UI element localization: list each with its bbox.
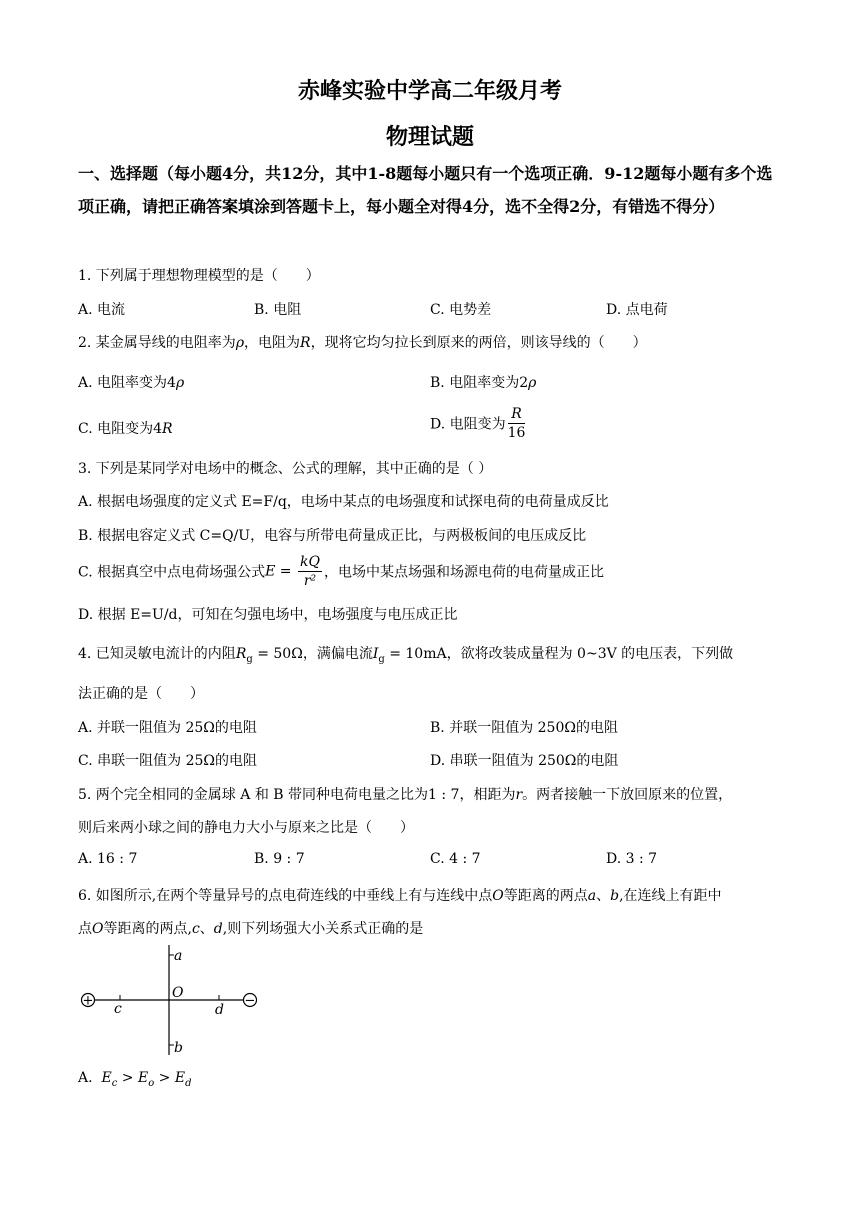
q5-stem-line2: 则后来两小球之间的静电力大小与原来之比是（ ） [78, 820, 414, 836]
d-symbol: d [213, 921, 223, 937]
q1-option-b: B. 电阻 [254, 302, 302, 318]
plus-sign: + [82, 993, 94, 1009]
q6-stem-text-e: 等距离的两点, [103, 921, 192, 937]
separator: 、 [199, 921, 214, 937]
q5-option-c: C. 4 : 7 [430, 851, 481, 867]
e-symbol: E [174, 1070, 186, 1086]
label-d: d [215, 1002, 224, 1018]
q5-stem-line1 [78, 784, 732, 804]
exam-school-title: 赤峰实验中学高二年级月考 [297, 78, 562, 104]
subscript-c: c [111, 1077, 118, 1089]
q6-stem-text-b: 等距离的两点 [503, 888, 588, 904]
e-symbol: E [101, 1070, 112, 1086]
q5-ratio: 1 : 7 [428, 787, 460, 803]
q4-option-c: C. 串联一阻值为 25Ω的电阻 [78, 753, 257, 769]
q4-stem-line2: 法正确的是（ ） [78, 686, 204, 702]
q2-option-a-value: 4 [167, 375, 176, 391]
greater-than: > [154, 1070, 175, 1086]
greater-than: > [117, 1070, 138, 1086]
q3-stem: 3. 下列是某同学对电场中的概念、公式的理解，其中正确的是（ ） [78, 461, 493, 477]
o-symbol: O [92, 921, 104, 937]
q4-stem-text-b: ，满偏电流 [302, 646, 373, 662]
q6-stem-text-d: 点 [78, 921, 92, 937]
q6-stem-line2 [78, 918, 423, 938]
rho-symbol: ρ [175, 375, 185, 391]
q2-option-b-value: 2 [519, 375, 529, 391]
field-figure [76, 940, 266, 1060]
q4-rg-value: = 50Ω [252, 646, 303, 662]
r-symbol: r [515, 787, 523, 803]
minus-sign: − [244, 993, 256, 1009]
q4-option-d: D. 串联一阻值为 250Ω的电阻 [430, 753, 619, 769]
a-symbol: a [587, 888, 597, 904]
subscript-g: g [378, 653, 385, 665]
equals-sign: = [275, 563, 296, 580]
q1-option-d: D. 点电荷 [606, 302, 668, 318]
e-symbol: E [137, 1070, 149, 1086]
q2-stem-text-a: 2. 某金属导线的电阻率为 [78, 335, 236, 351]
fraction [508, 405, 526, 442]
q5-stem-text-b: ，相距为 [459, 787, 516, 803]
separator: 、 [596, 888, 611, 904]
fraction-numerator: R [508, 405, 526, 424]
subscript-g: g [246, 653, 253, 665]
q2-stem [78, 332, 647, 352]
q4-option-b: B. 并联一阻值为 250Ω的电阻 [430, 720, 618, 736]
q6-stem-text-f: ,则下列场强大小关系式正确的是 [222, 921, 424, 937]
q4-ig-value: = 10mA [384, 646, 447, 662]
q3-option-d: D. 根据 E=U/d，可知在匀强电场中，电场强度与电压成正比 [78, 607, 458, 623]
q6-stem-text-c: ,在连线上有距中 [619, 888, 722, 904]
q5-option-d: D. 3 : 7 [606, 851, 658, 867]
q1-stem: 1. 下列属于理想物理模型的是（ ） [78, 268, 320, 284]
q2-option-d [430, 405, 527, 442]
b-symbol: b [610, 888, 620, 904]
subscript-d: d [185, 1077, 192, 1089]
r-symbol: R [162, 421, 173, 437]
q5-stem-text-a: 5. 两个完全相同的金属球 A 和 B 带同种电荷电量之比为 [78, 787, 429, 803]
q6-option-a [78, 1070, 192, 1089]
q2-stem-text-c: ，现将它均匀拉长到原来的两倍，则该导线的（ ） [310, 335, 647, 351]
fraction-denominator: 16 [507, 425, 526, 441]
q2-option-d-text: D. 电阻变为 [430, 416, 506, 433]
label-a: a [174, 948, 183, 964]
q3-option-c-text-b: ，电场中某点场强和场源电荷的电荷量成正比 [323, 564, 604, 581]
q6-stem-line1 [78, 885, 722, 905]
fraction-numerator: kQ [300, 554, 320, 570]
fraction [298, 553, 322, 590]
q2-option-a [78, 372, 184, 392]
q2-option-c [78, 418, 173, 438]
q3-option-c [78, 553, 604, 590]
q2-option-c-text: C. 电阻变为 [78, 421, 154, 437]
q4-stem-text-a: 4. 已知灵敏电流计的内阻 [78, 646, 236, 662]
r-symbol: R [235, 646, 247, 662]
q2-stem-text-b: ，电阻为 [244, 335, 301, 351]
fraction-denominator: r² [303, 573, 317, 589]
q2-option-b [430, 372, 536, 392]
q3-option-c-text-a: C. 根据真空中点电荷场强公式 [78, 564, 266, 581]
label-c: c [114, 1001, 122, 1017]
q2-option-b-text: B. 电阻率变为 [430, 375, 520, 391]
o-symbol: O [492, 888, 504, 904]
q5-option-b: B. 9 : 7 [254, 851, 305, 867]
q1-option-a: A. 电流 [78, 302, 126, 318]
label-o: O [172, 985, 184, 1001]
q5-stem-text-c: 。两者接触一下放回原来的位置， [522, 787, 733, 803]
c-symbol: c [191, 921, 200, 937]
i-symbol: I [372, 646, 379, 662]
label-b: b [174, 1040, 183, 1056]
q6-stem-text-a: 6. 如图所示,在两个等量异号的点电荷连线的中垂线上有与连线中点 [78, 888, 493, 904]
q2-option-a-text: A. 电阻率变为 [78, 375, 168, 391]
q1-option-c: C. 电势差 [430, 302, 492, 318]
q2-option-c-value: 4 [153, 421, 163, 437]
q4-option-a: A. 并联一阻值为 25Ω的电阻 [78, 720, 257, 736]
q3-option-a: A. 根据电场强度的定义式 E=F/q，电场中某点的电场强度和试探电荷的电荷量成反比 [78, 494, 609, 510]
q5-option-a: A. 16 : 7 [78, 851, 138, 867]
q4-stem-line1 [78, 643, 733, 665]
section-heading: 一、选择题（每小题4分，共12分，其中1-8题每小题只有一个选项正确．9-12题每小题有多个选项正确，请把正确答案填涂到答题卡上，每小题全对得4分，选不全得2分，有错选不得分） [78, 164, 773, 216]
q4-stem-text-c: ，欲将改装成量程为 0~3V 的电压表，下列做 [446, 646, 734, 662]
r-symbol: R [300, 335, 311, 351]
q3-option-b: B. 根据电容定义式 C=Q/U，电容与所带电荷量成正比，与两极板间的电压成反比 [78, 528, 587, 544]
rho-symbol: ρ [528, 375, 537, 391]
rho-symbol: ρ [235, 335, 245, 351]
exam-subject-title: 物理试题 [385, 124, 474, 150]
subscript-o: o [148, 1077, 155, 1089]
e-symbol: E [265, 563, 276, 580]
q6-option-a-label: A. [78, 1070, 93, 1086]
